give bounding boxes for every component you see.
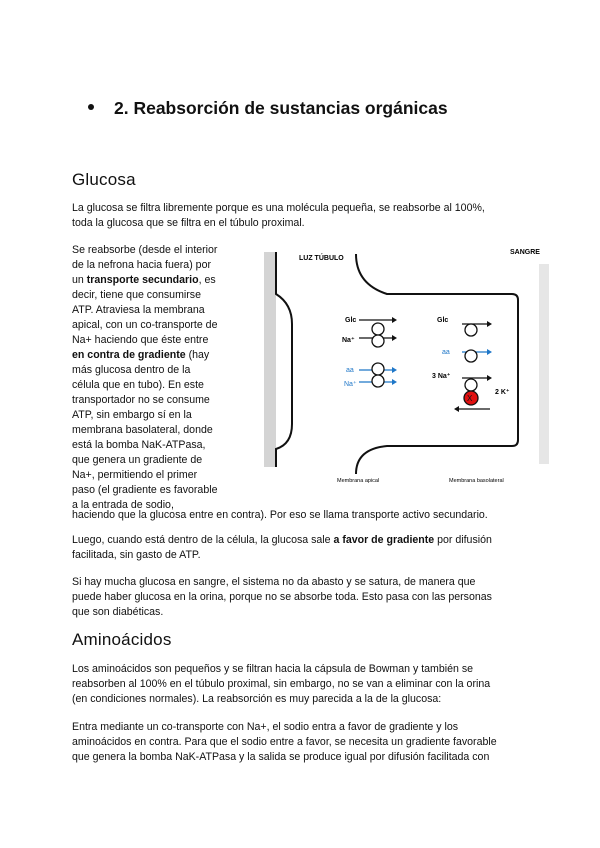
glucose-transport-diagram xyxy=(262,244,552,489)
wrap-line: de la nefrona hacia fuera) por xyxy=(72,259,211,271)
luz-label: LUZ TÚBULO xyxy=(299,255,344,262)
aa-right-label: aa xyxy=(442,349,450,356)
glc-left-label: Glc xyxy=(345,317,357,324)
aa-right-arrowhead xyxy=(487,349,492,355)
bullet-icon xyxy=(88,104,94,110)
aminoacidos-title: Aminoácidos xyxy=(72,630,172,649)
wrap-line: paso (el gradiente es favorable xyxy=(72,484,218,496)
aa-transporter-top xyxy=(372,363,384,375)
aa-out-transporter xyxy=(465,350,477,362)
heading-text: 2. Reabsorción de sustancias orgánicas xyxy=(114,98,448,118)
glucosa-intro: La glucosa se filtra libremente porque es una molécula pequeña, se reabsorbe al 100%, toda la glucosa que se filtra en el túbulo proximal. xyxy=(72,202,485,229)
aa-left-arrowhead xyxy=(392,367,397,373)
left-cell-membrane xyxy=(276,252,292,467)
wrap-line: está la bomba NaK-ATPasa, xyxy=(72,439,206,451)
sangre-label: SANGRE xyxy=(510,249,540,256)
na3-label: 3 Na⁺ xyxy=(432,373,451,380)
membrana-apical-label: Membrana apical xyxy=(337,478,380,484)
glc-right-label: Glc xyxy=(437,317,449,324)
glc-transporter-bottom xyxy=(372,335,384,347)
aa-transporter-bottom xyxy=(372,375,384,387)
wrap-line: transportador no se consume xyxy=(72,394,210,406)
atp-pump-mark: X xyxy=(467,394,473,403)
aa-left-label: aa xyxy=(346,367,354,374)
membrana-basolateral-label: Membrana basolateral xyxy=(449,478,504,484)
pump-top xyxy=(465,379,477,391)
aminoacidos-paragraph-1: Los aminoácidos son pequeños y se filtran hacia la cápsula de Bowman y también se reabsorben al 100% en el túbulo proximal, sin embargo, no se van a eliminar con la orina (en condiciones normales). La reabsorción es muy parecida a la de la glucosa: xyxy=(72,663,491,705)
na-left2-label: Na⁺ xyxy=(344,381,357,388)
glc-left-arrowhead xyxy=(392,317,397,323)
blood-band xyxy=(539,264,549,464)
k2-label: 2 K⁺ xyxy=(495,389,510,396)
wrap-line: un transporte secundario, es xyxy=(72,274,216,286)
glucosa-wrapped-paragraph xyxy=(72,243,254,513)
glucosa-paragraph-2: Luego, cuando está dentro de la célula, la glucosa sale a favor de gradiente por difusión facilitada, sin gasto de ATP. xyxy=(72,534,492,561)
glc-transporter-top xyxy=(372,323,384,335)
wrap-line: en contra de gradiente (hay xyxy=(72,349,210,361)
na-left-label: Na⁺ xyxy=(342,337,355,344)
glc-right-arrowhead xyxy=(487,321,492,327)
lumen-wall xyxy=(264,252,276,467)
glucosa-paragraph-3: Si hay mucha glucosa en sangre, el sistema no da abasto y se satura, de manera que puede haber glucosa en la orina, porque no se absorbe toda. Esto pasa con las personas que son diabéticas. xyxy=(72,576,492,618)
wrap-line: más glucosa dentro de la xyxy=(72,364,191,376)
na3-arrowhead xyxy=(487,375,492,381)
wrap-line: apical, con un co-transporte de xyxy=(72,319,218,331)
glucosa-title: Glucosa xyxy=(72,170,136,189)
wrap-line: ATP. Atraviesa la membrana xyxy=(72,304,205,316)
glucosa-tail: haciendo que la glucosa entre en contra). Por eso se llama transporte activo secundario. xyxy=(72,509,488,521)
wrap-line: Se reabsorbe (desde el interior xyxy=(72,244,218,256)
wrap-line: célula que en tubo). En este xyxy=(72,379,204,391)
wrap-line: Na+, permitiendo el primer xyxy=(72,469,198,481)
wrap-line: ATP, sin embargo sí en la xyxy=(72,409,192,421)
wrap-line: decir, tiene que consumirse xyxy=(72,289,201,301)
glc-out-transporter xyxy=(465,324,477,336)
na-left2-arrowhead xyxy=(392,379,397,385)
wrap-line: a la entrada de sodio, xyxy=(72,499,174,511)
wrap-line: membrana basolateral, donde xyxy=(72,424,213,436)
wrap-line: Na+ haciendo que éste entre xyxy=(72,334,209,346)
section-heading xyxy=(88,98,448,119)
wrap-line: que genera un gradiente de xyxy=(72,454,203,466)
k-arrowhead xyxy=(454,406,459,412)
aminoacidos-paragraph-2: Entra mediante un co-transporte con Na+, el sodio entra a favor de gradiente y los aminoácidos en contra. Para que el sodio entre a favor, se necesita un gradiente favorable que genera la bomba NaK-ATPasa y la salida se produce igual por difusión facilitada con xyxy=(72,721,497,763)
na-left-arrowhead xyxy=(392,335,397,341)
